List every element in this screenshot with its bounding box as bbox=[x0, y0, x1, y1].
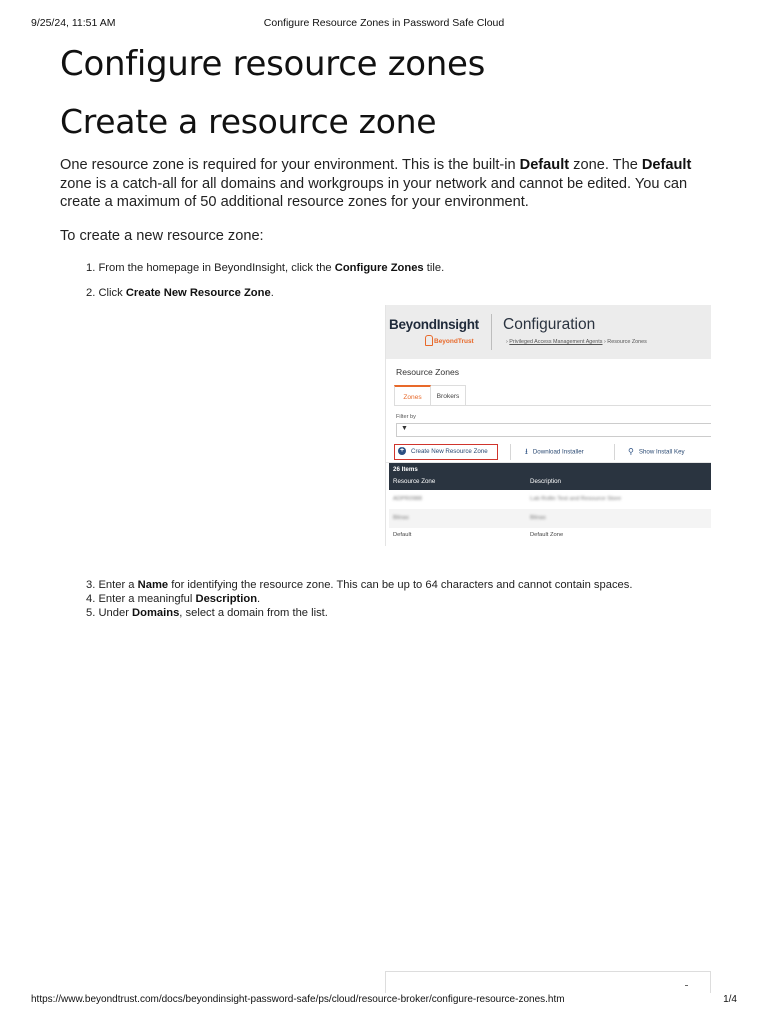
page-title: Configure resource zones bbox=[60, 44, 486, 84]
to-create-lead: To create a new resource zone: bbox=[60, 228, 264, 244]
step-1 bbox=[86, 262, 444, 274]
resource-zones-panel-title: Resource Zones bbox=[396, 367, 460, 377]
breadcrumb-separator: › bbox=[604, 339, 606, 345]
step-number: 3. bbox=[86, 579, 96, 591]
key-icon: ⚲ bbox=[628, 447, 634, 456]
page-url[interactable]: https://www.beyondtrust.com/docs/beyondinsight-password-safe/ps/cloud/resource-broker/configure-resource-zones.htm bbox=[31, 994, 565, 1005]
breadcrumb-separator: › bbox=[506, 339, 508, 345]
step-text-end: , select a domain from the list. bbox=[179, 607, 328, 619]
toolbar-separator bbox=[614, 444, 615, 460]
step-number: 4. bbox=[86, 593, 96, 605]
create-label: Create New Resource Zone bbox=[411, 448, 488, 455]
row-description: Blinas bbox=[530, 515, 546, 521]
download-icon: ⭳ bbox=[525, 447, 528, 456]
step-text: From the homepage in BeyondInsight, click the bbox=[98, 262, 335, 274]
row-zone: Default bbox=[393, 532, 412, 538]
intro-paragraph bbox=[60, 156, 700, 212]
step-number: 1. bbox=[86, 262, 96, 274]
table-row[interactable] bbox=[389, 490, 711, 509]
filter-label: Filter by bbox=[396, 414, 416, 420]
step-text-end: for identifying the resource zone. This can be up to 64 characters and cannot contain spaces. bbox=[168, 579, 633, 591]
next-screenshot-mark bbox=[685, 985, 688, 986]
step-bold: Domains bbox=[132, 607, 180, 619]
row-description: Default Zone bbox=[530, 532, 564, 538]
step-bold: Configure Zones bbox=[334, 262, 424, 274]
step-text-end: . bbox=[270, 287, 274, 299]
plus-circle-icon: + bbox=[399, 447, 405, 455]
item-count: 26 Items bbox=[393, 466, 418, 473]
breadcrumb bbox=[506, 339, 647, 345]
intro-text-1: One resource zone is required for your environment. This is the built-in bbox=[60, 157, 520, 173]
tabs bbox=[394, 385, 711, 406]
step-number: 2. bbox=[86, 287, 96, 299]
download-label: Download Installer bbox=[532, 448, 584, 456]
tab-brokers[interactable]: Brokers bbox=[431, 385, 466, 406]
toolbar-separator bbox=[510, 444, 511, 460]
step-3 bbox=[86, 579, 632, 591]
step-2 bbox=[86, 287, 274, 299]
print-date: 9/25/24, 11:51 AM bbox=[31, 17, 116, 29]
tab-zones[interactable]: Zones bbox=[394, 385, 431, 406]
row-zone: Blinas bbox=[393, 515, 409, 521]
row-zone: ADPR0988 bbox=[393, 496, 423, 502]
step-text: Click bbox=[98, 287, 126, 299]
step-bold: Create New Resource Zone bbox=[125, 287, 271, 299]
beyondtrust-wordmark bbox=[424, 338, 474, 345]
header-divider bbox=[491, 314, 492, 350]
section-heading: Create a resource zone bbox=[60, 102, 437, 141]
table-header bbox=[389, 463, 711, 490]
step-text: Enter a bbox=[98, 579, 138, 591]
install-key-label: Show Install Key bbox=[638, 448, 685, 456]
step-text: Enter a meaningful bbox=[98, 593, 196, 605]
configuration-title: Configuration bbox=[503, 316, 596, 333]
table-row[interactable] bbox=[389, 526, 711, 545]
app-header bbox=[386, 305, 711, 359]
column-description[interactable]: Description bbox=[530, 478, 561, 485]
intro-text-3: zone is a catch-all for all domains and workgroups in your network and cannot be edited. You can create a maximum of 50 additional resource zones for your environment. bbox=[60, 175, 688, 210]
beyondtrust-wordmark-text: BeyondTrust bbox=[434, 338, 474, 345]
step-bold: Description bbox=[195, 593, 258, 605]
intro-bold-default-1: Default bbox=[519, 157, 570, 173]
print-footer bbox=[31, 994, 737, 1008]
filter-input[interactable] bbox=[396, 423, 711, 437]
column-resource-zone[interactable]: Resource Zone bbox=[393, 478, 436, 485]
beyondinsight-logo: BeyondInsight bbox=[389, 317, 479, 332]
intro-bold-default-2: Default bbox=[641, 157, 692, 173]
breadcrumb-pam-agents[interactable]: Privileged Access Management Agents bbox=[509, 339, 603, 345]
create-new-resource-zone-button[interactable] bbox=[394, 444, 498, 460]
toolbar bbox=[386, 441, 711, 463]
step-5 bbox=[86, 607, 328, 619]
row-description: Lab Rollin Test and Resource Store bbox=[530, 496, 622, 502]
page-number: 1/4 bbox=[723, 994, 737, 1005]
step-4 bbox=[86, 593, 260, 605]
print-title: Configure Resource Zones in Password Safe Cloud bbox=[263, 17, 505, 29]
step-text: Under bbox=[98, 607, 133, 619]
filter-funnel-icon[interactable]: ▼ bbox=[401, 425, 408, 432]
step-number: 5. bbox=[86, 607, 96, 619]
step-text-end: tile. bbox=[423, 262, 445, 274]
step-bold: Name bbox=[137, 579, 169, 591]
next-screenshot-edge bbox=[385, 971, 711, 993]
breadcrumb-resource-zones: Resource Zones bbox=[607, 339, 647, 345]
resource-zones-screenshot bbox=[385, 305, 711, 546]
intro-text-2: zone. The bbox=[569, 157, 642, 173]
download-installer-button[interactable] bbox=[525, 444, 584, 460]
step-text-end: . bbox=[257, 593, 261, 605]
show-install-key-button[interactable] bbox=[628, 444, 685, 460]
print-header bbox=[31, 17, 737, 31]
